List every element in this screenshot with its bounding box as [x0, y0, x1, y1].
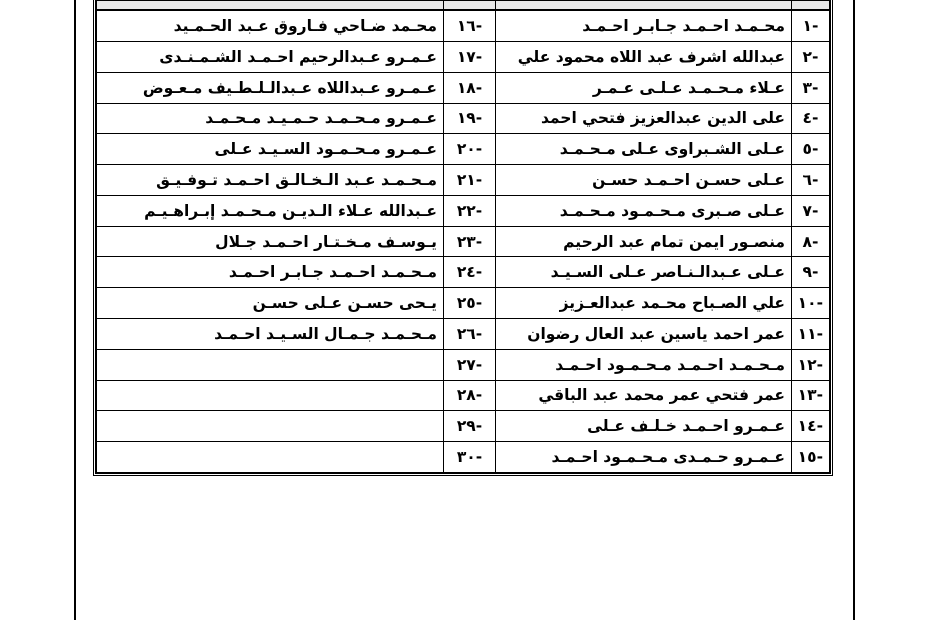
student-name-left: عـبدالله عـلاء الـديـن مـحـمـد إبـراهـيـم — [97, 195, 444, 226]
student-name-right: علي الصـباح محـمد عبدالعـزيز — [496, 288, 792, 319]
table-row — [97, 72, 830, 103]
row-number-right: -١٥ — [792, 442, 830, 473]
student-name-left: مـحـمـد جـمـال السـيـد احـمـد — [97, 318, 444, 349]
student-name-right: عمر احمد ياسين عبد العال رضوان — [496, 318, 792, 349]
row-number-left: -٢٤ — [444, 257, 496, 288]
table-row — [97, 165, 830, 196]
student-name-right: عـلى الشـبراوى عـلى مـحـمـد — [496, 134, 792, 165]
student-name-right: محـمـد احـمـد جـابـر احـمـد — [496, 10, 792, 42]
row-number-left: -١٧ — [444, 42, 496, 73]
student-name-left: يـحى حسـن عـلى حسـن — [97, 288, 444, 319]
student-name-left — [97, 349, 444, 380]
table-row — [97, 442, 830, 473]
student-name-left: عـمـرو مـحـمـد حـمـيـد مـحـمـد — [97, 103, 444, 134]
row-number-left: -٢٠ — [444, 134, 496, 165]
table-row — [97, 42, 830, 73]
student-name-left: يـوسـف مـخـتـار احـمـد جـلال — [97, 226, 444, 257]
names-table — [93, 0, 833, 476]
student-name-left — [97, 442, 444, 473]
student-name-right: عـمـرو حـمـدى مـحـمـود احـمـد — [496, 442, 792, 473]
table-row — [97, 318, 830, 349]
row-number-left: -٢٦ — [444, 318, 496, 349]
row-number-right: -٣ — [792, 72, 830, 103]
student-name-left: عـمـرو عـبداللاه عـبدالـلـطـيف مـعـوض — [97, 72, 444, 103]
table-row — [97, 288, 830, 319]
student-name-right: عـلى عـبدالـنـاصر عـلى السـيـد — [496, 257, 792, 288]
student-name-right: على الدين عبدالعزيز فتحي احمد — [496, 103, 792, 134]
row-number-left: -٢٨ — [444, 380, 496, 411]
student-name-left: عـمـرو مـحـمـود السـيـد عـلى — [97, 134, 444, 165]
row-number-left: -٣٠ — [444, 442, 496, 473]
student-name-left: عـمـرو عـبدالرحيم احـمـد الشـمـنـدى — [97, 42, 444, 73]
row-number-right: -١٤ — [792, 411, 830, 442]
student-name-right: عـلى صـبرى مـحـمـود مـحـمـد — [496, 195, 792, 226]
row-number-right: -٨ — [792, 226, 830, 257]
row-number-right: -١١ — [792, 318, 830, 349]
row-number-right: -٦ — [792, 165, 830, 196]
row-number-right: -١٠ — [792, 288, 830, 319]
row-number-right: -٤ — [792, 103, 830, 134]
header-row — [97, 1, 830, 11]
student-name-left: مـحـمـد عـبد الـخـالـق احـمـد تـوفـيـق — [97, 165, 444, 196]
row-number-left: -٢٢ — [444, 195, 496, 226]
table-row — [97, 10, 830, 42]
row-number-right: -٧ — [792, 195, 830, 226]
row-number-right: -١ — [792, 10, 830, 42]
row-number-right: -٥ — [792, 134, 830, 165]
table-row — [97, 103, 830, 134]
table-row — [97, 257, 830, 288]
student-name-left: مـحـمـد احـمـد جـابـر احـمـد — [97, 257, 444, 288]
table-row — [97, 195, 830, 226]
header-cell — [792, 1, 830, 11]
table-row — [97, 411, 830, 442]
row-number-left: -١٩ — [444, 103, 496, 134]
table-row — [97, 134, 830, 165]
row-number-right: -٩ — [792, 257, 830, 288]
header-cell — [496, 1, 792, 11]
student-name-right: عمر فتحي عمر محمد عبد الباقي — [496, 380, 792, 411]
student-name-right: منصـور ايمن تمام عبد الرحيم — [496, 226, 792, 257]
student-name-right: عبدالله اشرف عبد اللاه محمود علي — [496, 42, 792, 73]
row-number-left: -٢٥ — [444, 288, 496, 319]
student-name-right: عـمـرو احـمـد خـلـف عـلى — [496, 411, 792, 442]
student-name-right: عـلى حسـن احـمـد حسـن — [496, 165, 792, 196]
student-name-right: عـلاء مـحـمـد عـلـى عـمـر — [496, 72, 792, 103]
header-cell — [444, 1, 496, 11]
header-cell — [97, 1, 444, 11]
table-row — [97, 380, 830, 411]
table-row — [97, 349, 830, 380]
student-name-right: مـحـمـد احـمـد مـحـمـود احـمـد — [496, 349, 792, 380]
row-number-right: -١٢ — [792, 349, 830, 380]
row-number-left: -١٨ — [444, 72, 496, 103]
student-name-left: محـمد ضـاحي فـاروق عـبد الحـمـيد — [97, 10, 444, 42]
table-row — [97, 226, 830, 257]
row-number-right: -٢ — [792, 42, 830, 73]
page-border-right — [853, 0, 855, 620]
page-border-left — [74, 0, 76, 620]
row-number-left: -١٦ — [444, 10, 496, 42]
student-name-left — [97, 411, 444, 442]
row-number-left: -٢٩ — [444, 411, 496, 442]
row-number-left: -٢٣ — [444, 226, 496, 257]
row-number-left: -٢٧ — [444, 349, 496, 380]
row-number-right: -١٣ — [792, 380, 830, 411]
student-name-left — [97, 380, 444, 411]
names-grid — [96, 0, 830, 473]
row-number-left: -٢١ — [444, 165, 496, 196]
